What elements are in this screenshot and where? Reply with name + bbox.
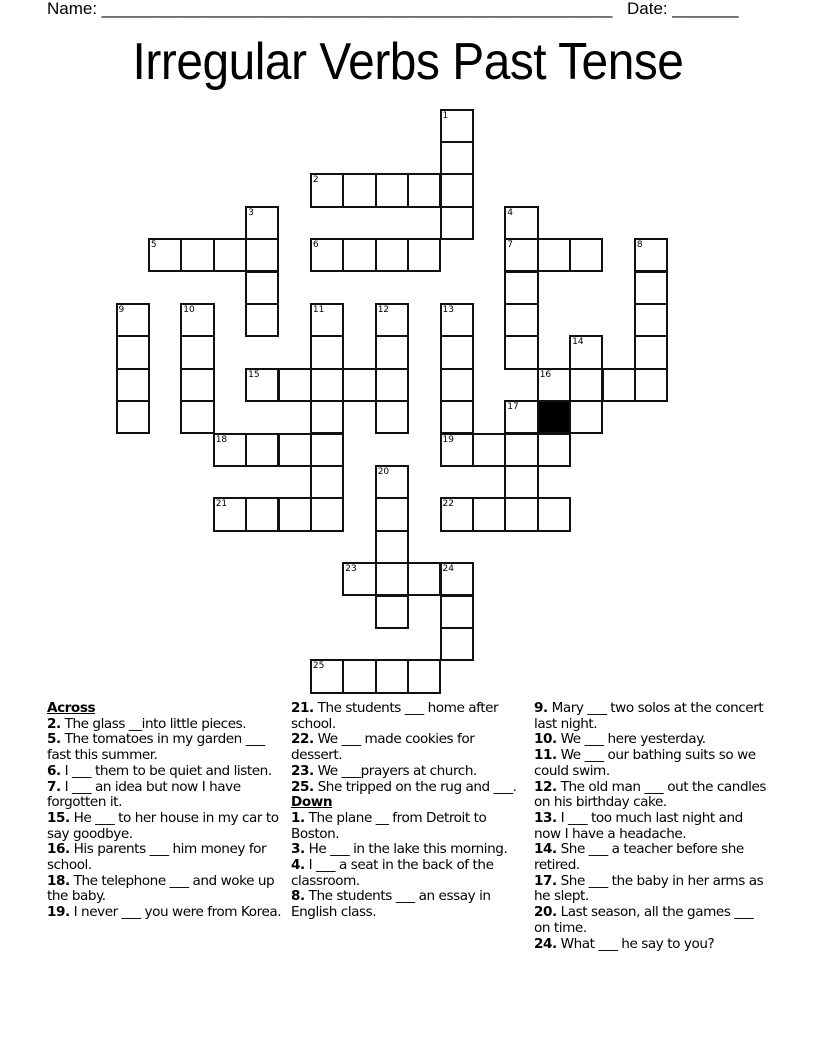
crossword-cell[interactable] [440,497,474,531]
clue-number: 13 [442,304,454,315]
crossword-cell[interactable] [504,271,538,305]
clue-text: We ___ our bathing suits so we could swim. [534,747,756,779]
clue-number: 21 [215,499,228,510]
clue-text: She ___ the baby in her arms as he slept. [534,872,764,905]
clue-down [534,874,772,905]
clue-down [534,905,772,936]
clue-number: 20 [377,466,390,477]
crossword-cell[interactable] [245,433,279,467]
clue-down [291,842,529,858]
clue-number: 3 [248,207,254,218]
clue-number: 10. [534,731,557,748]
crossword-cell[interactable] [634,335,668,369]
clue-text: He ___ to her house in my car to say goodbye. [47,809,279,842]
clue-number: 16 [539,369,552,380]
clue-number: 7 [507,240,514,251]
clue-number: 17 [507,402,519,413]
crossword-cell[interactable] [472,497,506,531]
clue-number: 24. [534,935,557,952]
crossword-cell[interactable] [375,659,409,693]
crossword-cell[interactable] [116,335,150,369]
crossword-cell[interactable] [504,465,538,499]
clue-number: 18 [215,434,228,445]
clues-column-1 [47,701,285,921]
clue-number: 3. [291,841,305,858]
crossword-cell[interactable] [213,497,247,531]
clue-number: 2. [47,715,61,732]
crossword-cell[interactable] [310,497,344,531]
crossword-cell[interactable] [440,595,474,629]
crossword-cell[interactable] [245,497,279,531]
clue-down [534,732,772,748]
clue-text: The telephone ___ and woke up the baby. [47,872,275,905]
clue-number: 9 [118,304,125,315]
clue-number: 6 [312,240,319,251]
clue-text: We ___prayers at church. [313,762,477,779]
crossword-cell[interactable] [440,206,474,240]
clue-number: 9. [534,700,548,716]
crossword-cell[interactable] [440,141,474,175]
crossword-cell[interactable] [342,368,376,402]
clue-across [291,764,529,780]
crossword-cell[interactable] [440,303,474,337]
crossword-cell[interactable] [375,595,409,629]
clue-number: 2 [312,175,319,186]
clue-across [47,732,285,763]
crossword-cell[interactable] [245,206,279,240]
crossword-cell[interactable] [310,400,344,434]
clue-number: 21. [291,700,314,716]
crossword-cell[interactable] [537,368,571,402]
clue-across [47,905,285,921]
crossword-cell[interactable] [634,303,668,337]
crossword-cell[interactable] [504,497,538,531]
clue-number: 20. [534,904,557,921]
crossword-cell[interactable] [375,335,409,369]
crossword-cell[interactable] [375,465,409,499]
crossword-cell[interactable] [148,238,182,272]
clue-text: She tripped on the rug and ___. [313,778,517,795]
clue-number: 25 [312,661,325,672]
clue-down [291,858,529,889]
crossword-cell[interactable] [310,465,344,499]
clue-text: She ___ a teacher before she retired. [534,841,744,874]
clue-down [534,937,772,953]
clue-text: He ___ in the lake this morning. [304,841,508,858]
crossword-cell[interactable] [504,303,538,337]
clue-text: The students ___ home after school. [291,700,499,732]
clue-number: 11 [312,304,325,315]
clue-number: 22. [291,731,314,748]
clue-across [47,811,285,842]
crossword-cell[interactable] [440,173,474,207]
crossword-cell[interactable] [407,173,441,207]
crossword-cell[interactable] [213,238,247,272]
crossword-cell[interactable] [569,238,603,272]
clue-number: 5 [150,240,157,251]
clue-down [534,811,772,842]
clue-number: 22 [442,499,454,510]
clue-across [291,701,529,732]
crossword-cell[interactable] [180,335,214,369]
clue-text: Mary ___ two solos at the concert last night. [534,700,764,732]
clue-number: 24 [442,564,454,575]
crossword-cell[interactable] [342,659,376,693]
clue-text: His parents ___ him money for school. [47,841,267,874]
crossword-cell[interactable] [634,368,668,402]
clue-number: 6. [47,762,61,779]
crossword-cell[interactable] [440,400,474,434]
crossword-cell[interactable] [180,238,214,272]
down-heading: Down [291,794,333,811]
crossword-cell[interactable] [375,530,409,564]
crossword-cell[interactable] [116,303,150,337]
clue-number: 17. [534,872,557,889]
crossword-cell[interactable] [342,173,376,207]
clue-number: 1. [291,809,305,826]
date-field-label: Date: _______ [627,0,739,18]
clue-number: 8. [291,888,305,905]
crossword-cell[interactable] [504,238,538,272]
clue-number: 5. [47,731,61,748]
clue-number: 12. [534,778,557,795]
crossword-cell[interactable] [310,335,344,369]
clue-number: 15. [47,809,70,826]
crossword-cell[interactable] [342,562,376,596]
clue-across [47,764,285,780]
clue-down [534,748,772,779]
clue-number: 13. [534,809,557,826]
clue-across [47,842,285,873]
clue-text: Last season, all the games ___ on time. [534,904,754,936]
crossword-cell[interactable] [537,238,571,272]
crossword-cell[interactable] [375,303,409,337]
clues-column-3 [534,701,772,952]
crossword-cell[interactable] [310,659,344,693]
crossword-cell[interactable] [278,368,312,402]
clue-text: I ___ an idea but now I have forgotten it. [47,778,241,811]
clue-text: The old man ___ out the candles on his birthday cake. [534,778,767,811]
clue-text: I ___ them to be quiet and listen. [60,762,272,779]
crossword-cell[interactable] [310,368,344,402]
clues-column-2 [291,701,529,921]
crossword-cell[interactable] [537,433,571,467]
clue-number: 11. [534,747,557,764]
crossword-cell[interactable] [634,238,668,272]
crossword-cell[interactable] [504,400,538,434]
clue-text: The students ___ an essay in English class. [291,888,491,921]
crossword-cell[interactable] [245,368,279,402]
crossword-cell[interactable] [278,497,312,531]
clue-text: I never ___ you were from Korea. [69,904,282,921]
crossword-cell[interactable] [440,368,474,402]
crossword-cell[interactable] [440,433,474,467]
clue-number: 19. [47,904,70,921]
crossword-cell[interactable] [375,562,409,596]
across-heading: Across [47,700,96,716]
clue-number: 16. [47,841,70,858]
crossword-cell[interactable] [310,173,344,207]
crossword-cell[interactable] [440,335,474,369]
crossword-cell[interactable] [504,335,538,369]
crossword-cell[interactable] [116,368,150,402]
clue-text: What ___ he say to you? [556,935,715,952]
clue-number: 14 [572,337,584,348]
crossword-cell[interactable] [602,368,636,402]
crossword-cell[interactable] [569,335,603,369]
name-field-label: Name: ______________________________________________________ [47,0,613,18]
crossword-cell[interactable] [407,238,441,272]
crossword-cell[interactable] [407,659,441,693]
clue-number: 10 [183,304,195,315]
clue-text: I ___ a seat in the back of the classroom. [291,857,494,889]
crossword-cell[interactable] [569,400,603,434]
crossword-cell[interactable] [245,271,279,305]
crossword-cell[interactable] [180,400,214,434]
clue-number: 15 [248,369,260,380]
crossword-cell[interactable] [569,368,603,402]
crossword-cell[interactable] [180,368,214,402]
crossword-cell[interactable] [375,497,409,531]
clue-text: I ___ too much last night and now I have a headache. [534,809,743,842]
crossword-cell[interactable] [310,303,344,337]
crossword-cell[interactable] [375,238,409,272]
clue-across [291,780,529,796]
clue-text: The plane __ from Detroit to Boston. [291,809,487,842]
crossword-cell[interactable] [116,400,150,434]
clue-number: 23. [291,762,314,779]
crossword-cell[interactable] [245,303,279,337]
clue-across [291,732,529,763]
crossword-cell[interactable] [375,400,409,434]
clue-across [47,780,285,811]
crossword-cell[interactable] [310,433,344,467]
crossword-cell[interactable] [342,238,376,272]
crossword-cell[interactable] [440,627,474,661]
clue-number: 25. [291,778,314,795]
clue-number: 12 [377,304,390,315]
clue-text: We ___ made cookies for dessert. [291,731,475,764]
clue-number: 4 [507,207,514,218]
clue-down [534,842,772,873]
crossword-cell[interactable] [375,173,409,207]
clue-across [47,717,285,733]
clue-text: The glass __into little pieces. [60,715,247,732]
crossword-cell[interactable] [278,433,312,467]
clue-number: 4. [291,857,305,874]
clue-text: The tomatoes in my garden ___ fast this summer. [47,731,265,764]
clue-across [47,874,285,905]
crossword-cell[interactable] [504,206,538,240]
clue-number: 18. [47,872,70,889]
crossword-cell[interactable] [245,238,279,272]
clue-number: 23 [345,564,357,575]
clue-number: 8 [636,240,643,251]
crossword-cell[interactable] [537,497,571,531]
crossword-cell[interactable] [375,368,409,402]
crossword-cell[interactable] [440,109,474,143]
clue-number: 14. [534,841,557,858]
clue-down [534,780,772,811]
crossword-cell[interactable] [180,303,214,337]
clue-text: We ___ here yesterday. [556,731,706,748]
crossword-cell[interactable] [472,433,506,467]
crossword-cell[interactable] [504,433,538,467]
clue-number: 19 [442,434,454,445]
crossword-cell[interactable] [310,238,344,272]
crossword-cell[interactable] [213,433,247,467]
crossword-cell[interactable] [634,271,668,305]
crossword-cell[interactable] [440,562,474,596]
clue-number: 7. [47,778,61,795]
clue-down [291,889,529,920]
clue-down [291,811,529,842]
black-cell [537,400,571,434]
page-title: Irregular Verbs Past Tense [132,33,684,91]
crossword-cell[interactable] [407,562,441,596]
clue-down [534,701,772,732]
clue-number: 1 [442,110,449,121]
